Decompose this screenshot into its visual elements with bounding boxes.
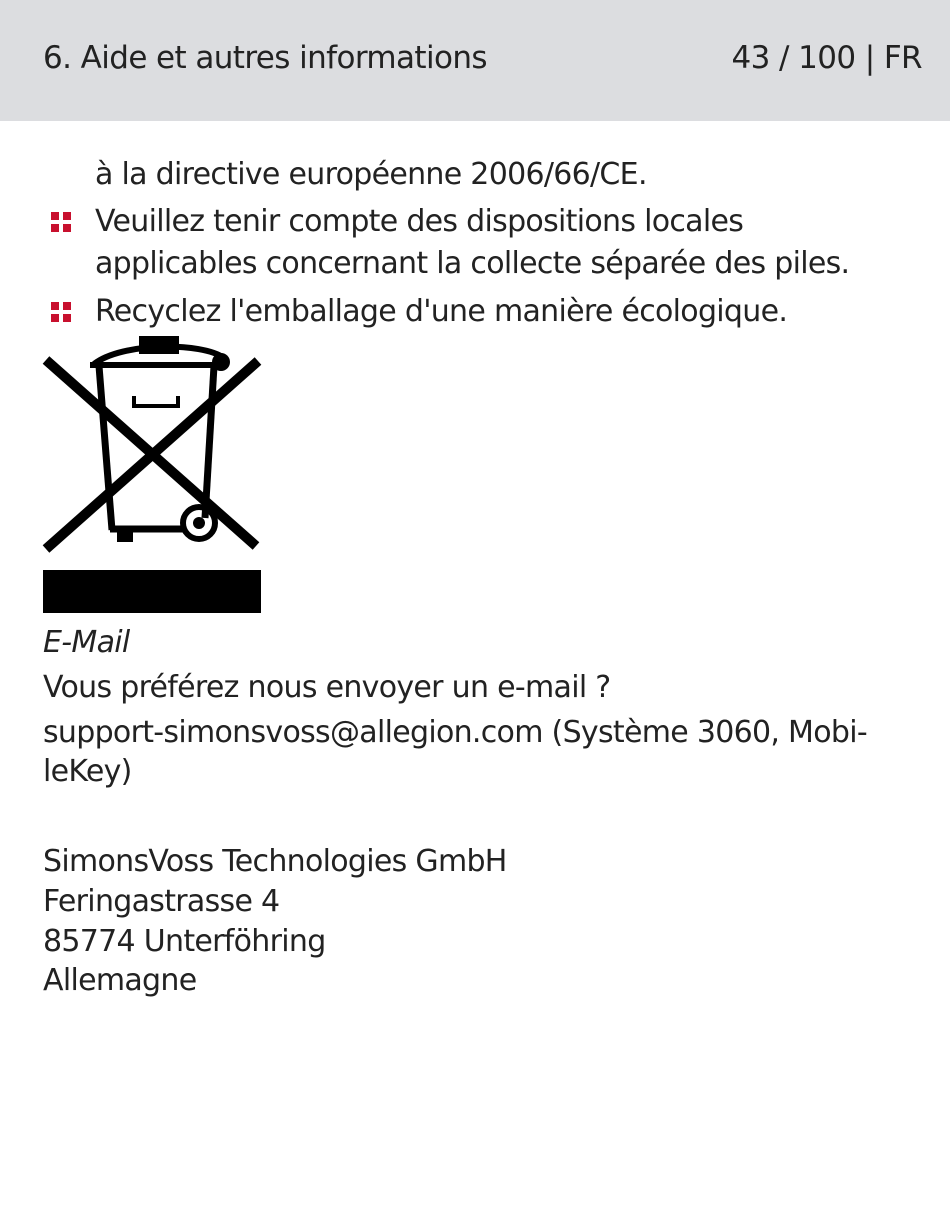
bullet-1-line-1: Veuillez tenir compte des dispositions locales [95,204,744,239]
email-line-2[interactable]: leKey) [43,754,132,789]
address-country: Allemagne [43,963,197,998]
continuation-text: à la directive européenne 2006/66/CE. [95,157,647,192]
email-line-1[interactable]: support-simonsvoss@allegion.com (Système 3060, Mobi- [43,715,867,750]
crossed-out-wheelie-bin-icon [42,336,262,614]
bullet-2-text: Recyclez l'emballage d'une manière écologique. [95,294,788,329]
address-street: Feringastrasse 4 [43,884,280,919]
address-company: SimonsVoss Technologies GmbH [43,844,507,879]
section-title: 6. Aide et autres informations [43,40,487,76]
bullet-icon [51,302,71,322]
bullet-1-line-2: applicables concernant la collecte séparée des piles. [95,246,850,281]
contact-heading: E-Mail [43,625,130,660]
bullet-icon [51,212,71,232]
page-indicator: 43 / 100 | FR [731,40,922,76]
page-header [0,0,950,121]
contact-prompt: Vous préférez nous envoyer un e-mail ? [43,670,611,705]
address-city: 85774 Unterföhring [43,924,326,959]
